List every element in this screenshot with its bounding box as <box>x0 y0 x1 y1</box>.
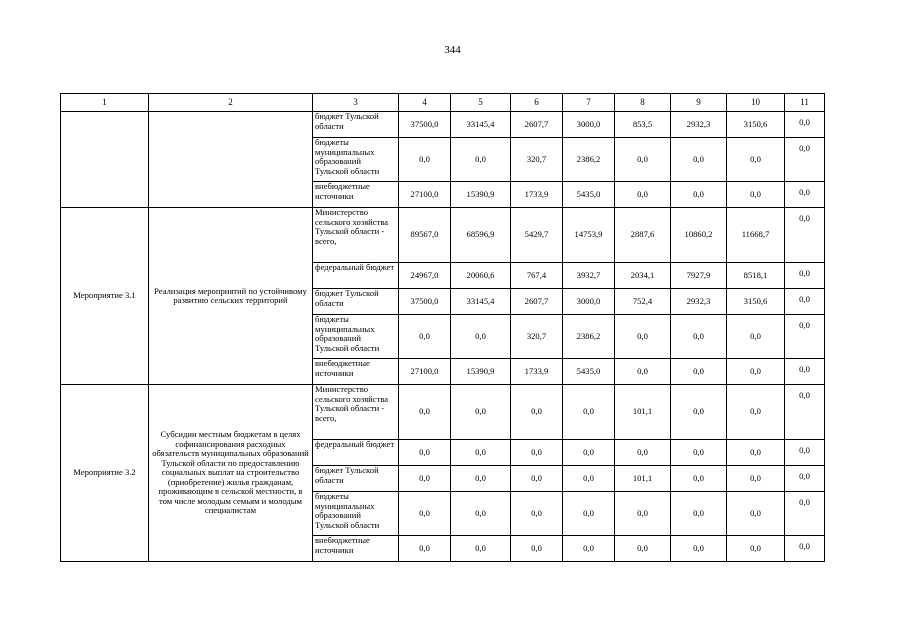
value-cell-col-4: 0,0 <box>399 315 451 359</box>
value-cell-col-4: 0,0 <box>399 466 451 492</box>
value-cell-col-11: 0,0 <box>785 385 825 440</box>
value-cell-col-5: 0,0 <box>451 315 511 359</box>
column-header-3: 3 <box>313 94 399 112</box>
value-cell-col-10: 8518,1 <box>727 263 785 289</box>
column-header-8: 8 <box>615 94 671 112</box>
value-cell-col-6: 2607,7 <box>511 289 563 315</box>
value-cell-col-6: 5429,7 <box>511 208 563 263</box>
value-cell-col-7: 0,0 <box>563 385 615 440</box>
value-cell-col-10: 0,0 <box>727 492 785 536</box>
value-cell-col-8: 2887,6 <box>615 208 671 263</box>
value-cell-col-6: 1733,9 <box>511 359 563 385</box>
table-row <box>61 208 825 263</box>
column-header-2: 2 <box>149 94 313 112</box>
value-cell-col-5: 0,0 <box>451 138 511 182</box>
value-cell-col-5: 15390,9 <box>451 359 511 385</box>
value-cell-col-9: 0,0 <box>671 315 727 359</box>
activity-cell: Мероприятие 3.2 <box>61 385 149 562</box>
value-cell-col-9: 2932,3 <box>671 289 727 315</box>
value-cell-col-11: 0,0 <box>785 112 825 138</box>
value-cell-col-5: 0,0 <box>451 536 511 562</box>
table-body <box>61 112 825 562</box>
value-cell-col-7: 0,0 <box>563 440 615 466</box>
value-cell-col-9: 0,0 <box>671 385 727 440</box>
value-cell-col-10: 11668,7 <box>727 208 785 263</box>
value-cell-col-6: 0,0 <box>511 466 563 492</box>
value-cell-col-9: 0,0 <box>671 182 727 208</box>
value-cell-col-11: 0,0 <box>785 138 825 182</box>
value-cell-col-4: 0,0 <box>399 492 451 536</box>
funding-source-cell: бюджет Тульской области <box>313 466 399 492</box>
value-cell-col-4: 37500,0 <box>399 289 451 315</box>
column-header-5: 5 <box>451 94 511 112</box>
value-cell-col-10: 3150,6 <box>727 289 785 315</box>
value-cell-col-5: 15390,9 <box>451 182 511 208</box>
funding-source-cell: Министерство сельского хозяйства Тульской области - всего, <box>313 208 399 263</box>
value-cell-col-9: 10860,2 <box>671 208 727 263</box>
value-cell-col-7: 3000,0 <box>563 112 615 138</box>
funding-source-cell: федеральный бюджет <box>313 440 399 466</box>
value-cell-col-9: 0,0 <box>671 359 727 385</box>
value-cell-col-6: 0,0 <box>511 385 563 440</box>
value-cell-col-8: 101,1 <box>615 385 671 440</box>
value-cell-col-8: 0,0 <box>615 492 671 536</box>
value-cell-col-10: 3150,6 <box>727 112 785 138</box>
value-cell-col-6: 0,0 <box>511 536 563 562</box>
value-cell-col-11: 0,0 <box>785 182 825 208</box>
value-cell-col-8: 752,4 <box>615 289 671 315</box>
description-cell: Реализация мероприятий по устойчивому развитию сельских территорий <box>149 208 313 385</box>
value-cell-col-10: 0,0 <box>727 466 785 492</box>
value-cell-col-10: 0,0 <box>727 138 785 182</box>
funding-source-cell: бюджеты муниципальных образований Тульской области <box>313 138 399 182</box>
value-cell-col-5: 68596,9 <box>451 208 511 263</box>
value-cell-col-4: 27100,0 <box>399 359 451 385</box>
value-cell-col-4: 0,0 <box>399 440 451 466</box>
funding-source-cell: бюджеты муниципальных образований Тульской области <box>313 492 399 536</box>
value-cell-col-9: 2932,3 <box>671 112 727 138</box>
value-cell-col-7: 2386,2 <box>563 315 615 359</box>
value-cell-col-11: 0,0 <box>785 208 825 263</box>
activity-cell: Мероприятие 3.1 <box>61 208 149 385</box>
page-number: 344 <box>444 44 461 56</box>
value-cell-col-11: 0,0 <box>785 440 825 466</box>
value-cell-col-5: 0,0 <box>451 492 511 536</box>
value-cell-col-10: 0,0 <box>727 536 785 562</box>
value-cell-col-7: 5435,0 <box>563 359 615 385</box>
value-cell-col-11: 0,0 <box>785 263 825 289</box>
value-cell-col-8: 853,5 <box>615 112 671 138</box>
value-cell-col-4: 0,0 <box>399 385 451 440</box>
value-cell-col-11: 0,0 <box>785 536 825 562</box>
value-cell-col-8: 0,0 <box>615 182 671 208</box>
value-cell-col-10: 0,0 <box>727 385 785 440</box>
value-cell-col-7: 3000,0 <box>563 289 615 315</box>
value-cell-col-6: 0,0 <box>511 492 563 536</box>
column-header-1: 1 <box>61 94 149 112</box>
value-cell-col-8: 0,0 <box>615 536 671 562</box>
value-cell-col-4: 24967,0 <box>399 263 451 289</box>
value-cell-col-10: 0,0 <box>727 315 785 359</box>
value-cell-col-9: 0,0 <box>671 492 727 536</box>
value-cell-col-6: 767,4 <box>511 263 563 289</box>
value-cell-col-5: 0,0 <box>451 440 511 466</box>
funding-source-cell: внебюджетные источники <box>313 536 399 562</box>
value-cell-col-5: 0,0 <box>451 385 511 440</box>
column-header-7: 7 <box>563 94 615 112</box>
value-cell-col-8: 0,0 <box>615 138 671 182</box>
value-cell-col-7: 5435,0 <box>563 182 615 208</box>
value-cell-col-6: 0,0 <box>511 440 563 466</box>
value-cell-col-4: 27100,0 <box>399 182 451 208</box>
value-cell-col-10: 0,0 <box>727 182 785 208</box>
value-cell-col-8: 101,1 <box>615 466 671 492</box>
value-cell-col-10: 0,0 <box>727 440 785 466</box>
value-cell-col-4: 89567,0 <box>399 208 451 263</box>
description-cell <box>149 112 313 208</box>
column-header-10: 10 <box>727 94 785 112</box>
table-row <box>61 112 825 138</box>
value-cell-col-7: 0,0 <box>563 536 615 562</box>
value-cell-col-9: 0,0 <box>671 466 727 492</box>
column-header-11: 11 <box>785 94 825 112</box>
activity-cell <box>61 112 149 208</box>
funding-source-cell: бюджет Тульской области <box>313 112 399 138</box>
funding-source-cell: внебюджетные источники <box>313 182 399 208</box>
value-cell-col-4: 37500,0 <box>399 112 451 138</box>
funding-source-cell: бюджеты муниципальных образований Тульской области <box>313 315 399 359</box>
value-cell-col-7: 0,0 <box>563 492 615 536</box>
header-row <box>61 94 825 112</box>
value-cell-col-8: 0,0 <box>615 359 671 385</box>
column-header-6: 6 <box>511 94 563 112</box>
value-cell-col-8: 0,0 <box>615 440 671 466</box>
value-cell-col-11: 0,0 <box>785 315 825 359</box>
value-cell-col-9: 0,0 <box>671 536 727 562</box>
value-cell-col-5: 33145,4 <box>451 112 511 138</box>
value-cell-col-11: 0,0 <box>785 466 825 492</box>
funding-source-cell: внебюджетные источники <box>313 359 399 385</box>
value-cell-col-8: 0,0 <box>615 315 671 359</box>
value-cell-col-4: 0,0 <box>399 536 451 562</box>
column-header-9: 9 <box>671 94 727 112</box>
value-cell-col-9: 7927,9 <box>671 263 727 289</box>
value-cell-col-7: 0,0 <box>563 466 615 492</box>
value-cell-col-11: 0,0 <box>785 492 825 536</box>
column-header-4: 4 <box>399 94 451 112</box>
value-cell-col-5: 0,0 <box>451 466 511 492</box>
value-cell-col-9: 0,0 <box>671 138 727 182</box>
budget-table <box>60 93 825 562</box>
value-cell-col-7: 3932,7 <box>563 263 615 289</box>
funding-source-cell: Министерство сельского хозяйства Тульской области - всего, <box>313 385 399 440</box>
value-cell-col-6: 320,7 <box>511 138 563 182</box>
value-cell-col-5: 20060,6 <box>451 263 511 289</box>
funding-source-cell: федеральный бюджет <box>313 263 399 289</box>
value-cell-col-6: 320,7 <box>511 315 563 359</box>
value-cell-col-4: 0,0 <box>399 138 451 182</box>
value-cell-col-10: 0,0 <box>727 359 785 385</box>
value-cell-col-7: 2386,2 <box>563 138 615 182</box>
value-cell-col-8: 2034,1 <box>615 263 671 289</box>
value-cell-col-7: 14753,9 <box>563 208 615 263</box>
value-cell-col-11: 0,0 <box>785 359 825 385</box>
value-cell-col-6: 2607,7 <box>511 112 563 138</box>
table-row <box>61 385 825 440</box>
value-cell-col-6: 1733,9 <box>511 182 563 208</box>
value-cell-col-9: 0,0 <box>671 440 727 466</box>
value-cell-col-11: 0,0 <box>785 289 825 315</box>
funding-source-cell: бюджет Тульской области <box>313 289 399 315</box>
description-cell: Субсидии местным бюджетам в целях софинансирования расходных обязательств муниципальных образований Тульской области по предоставлению социальных выплат на строительство (приобретение) жилья гражданам, проживающим в сельской местности, в том числе молодым семьям и молодым специалистам <box>149 385 313 562</box>
value-cell-col-5: 33145,4 <box>451 289 511 315</box>
